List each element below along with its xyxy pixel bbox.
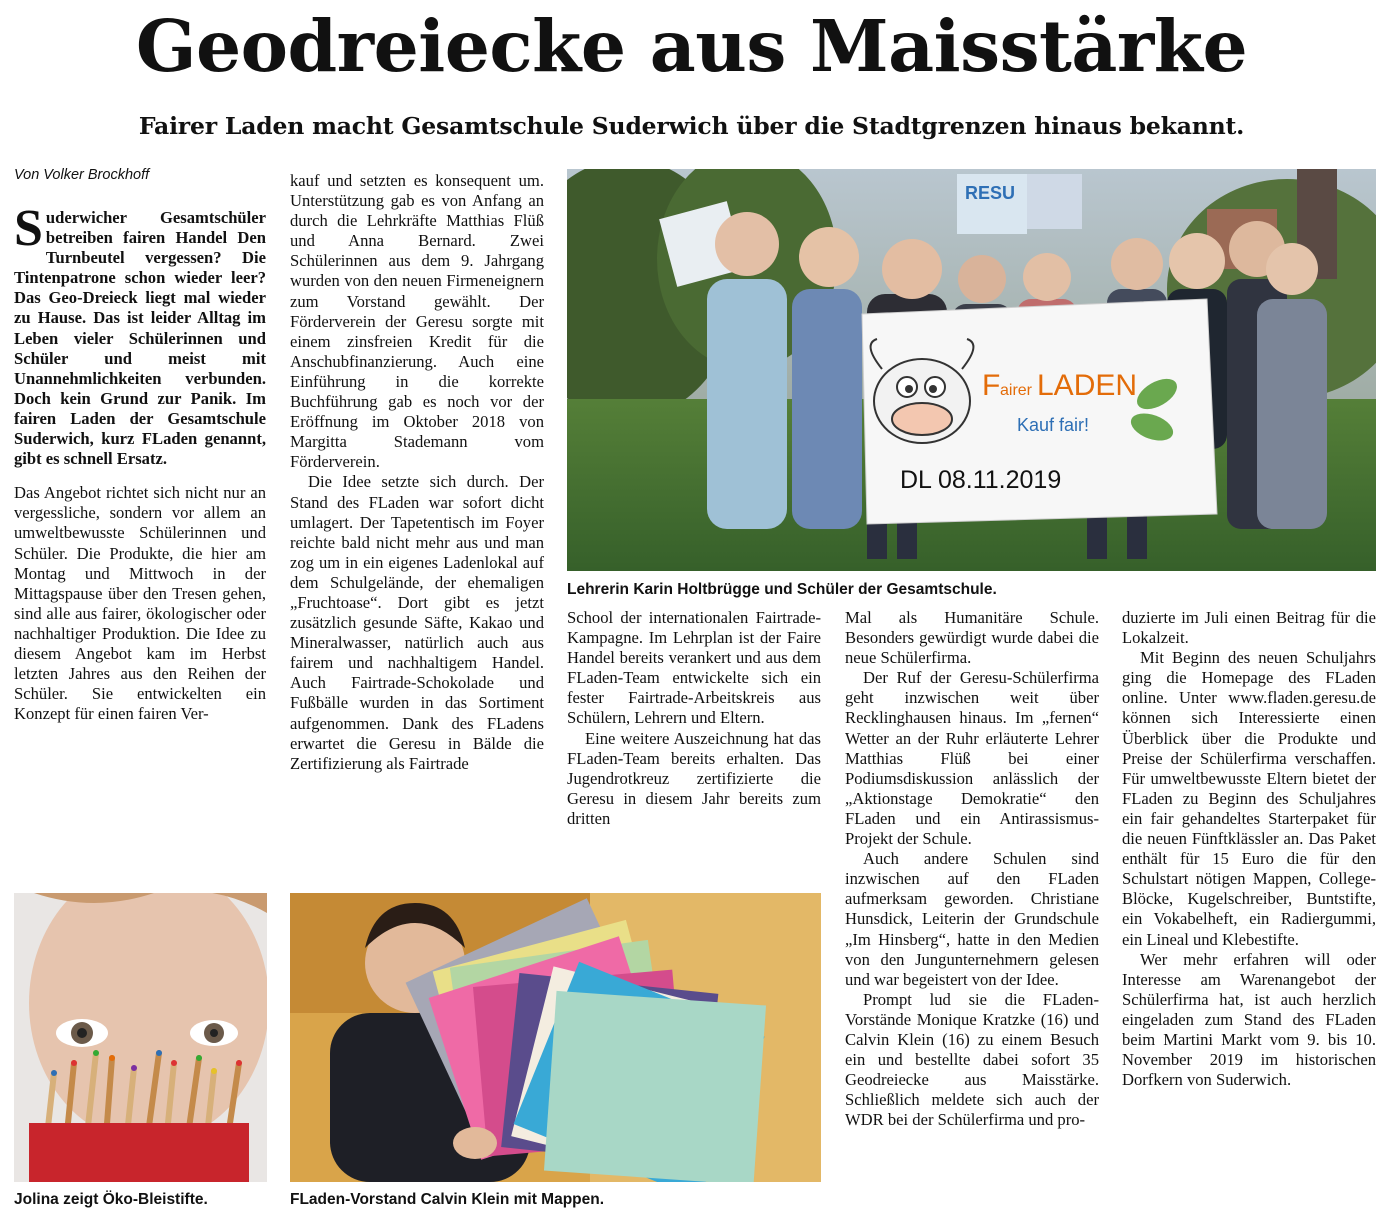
column-2 — [290, 171, 544, 774]
banner-logo-airer: airer — [1000, 382, 1033, 399]
date-stamp: DL 08.11.2019 — [900, 466, 1062, 494]
subheadline: Fairer Laden macht Gesamtschule Suderwich über die Stadtgrenzen hinaus bekannt. — [138, 112, 1245, 140]
paragraph: Wer mehr erfahren will oder Interesse am Warenangebot der Schülerfirma hat, ist auch herzlich eingeladen zum Stand des FLaden beim Martini Markt vom 9. bis 10. November 2019 im historischen Dorfkern von Suderwich. — [1122, 949, 1376, 1090]
paragraph: Das Angebot richtet sich nicht nur an vergessliche, sondern vor allem an umweltbewusste Schülerinnen und Schüler. Die Produkte, die hier am Montag und Mittwoch in der Mittagspause über den Tresen gehen, sind alle aus fairer, ökologischer oder nachhaltiger Produktion. Die Idee zu diesem Angebot kam im Herbst letzten Jahres aus den Reihen der Schüler. Sie entwickelten ein Konzept für einen fairen Ver- — [14, 483, 266, 724]
column-5 — [1122, 608, 1376, 1090]
group-photo-illustration — [567, 169, 1376, 571]
paragraph: Mit Beginn des neuen Schuljahrs ging die Homepage des FLaden online. Unter www.fladen.geresu.de können sich Interessierte einen Überblick über die Produkte und Preise der Schülerfirma verschaffen. Für umweltbewusste Eltern bietet der FLaden zu Beginn des Schuljahres ein fair gehandeltes Starterpaket für die neuen Fünftklässler an. Das Paket enthält für 15 Euro die für den Schulstart nötigen Mappen, College-Blöcke, Kugelschreiber, Buntstifte, ein Vokabelheft, ein Radiergummi, ein Lineal und Klebestifte. — [1122, 648, 1376, 949]
column-1 — [14, 200, 266, 724]
folders-illustration — [290, 893, 821, 1182]
lead-paragraph — [14, 200, 266, 469]
paragraph: Auch andere Schulen sind inzwischen auf den FLaden aufmerksam geworden. Christiane Hunsdick, Leiterin der Grundschule „Im Hinsberg“, hatte in den Medien von den Jungunternehmern gelesen und war begeistert von der Idee. — [845, 849, 1099, 989]
paragraph: Die Idee setzte sich durch. Der Stand des FLaden war sofort dicht umlagert. Der Tapetentisch im Foyer reichte bald nicht mehr aus und man zog um in ein eigenes Ladenlokal auf dem Schulgelände, der ehemaligen „Fruchtoase“. Dort gibt es jetzt zusätzlich gesunde Säfte, Kakao und Mineralwasser, natürlich auch aus fairem und nachhaltigem Handel. Auch Fairtrade-Schokolade und Fußbälle wurden in das Sortiment aufgenommen. Dank des FLadens erwartet die Geresu in Bälde die Zertifizierung als Fairtrade — [290, 472, 544, 773]
banner-logo-f: F — [982, 369, 1001, 402]
column-3 — [567, 608, 821, 829]
paragraph: duzierte im Juli einen Beitrag für die Lokalzeit. — [1122, 608, 1376, 648]
main-photo — [567, 169, 1376, 571]
paragraph: School der internationalen Fairtrade-Kampagne. Im Lehrplan ist der Faire Handel bereits verankert und aus dem FLaden-Team entwickelte sich ein fester Fairtrade-Arbeitskreis aus Schülern, Lehrern und Eltern. — [567, 608, 821, 728]
photo-folders-caption: FLaden-Vorstand Calvin Klein mit Mappen. — [290, 1191, 605, 1208]
photo-folders — [290, 893, 821, 1182]
byline: Von Volker Brockhoff — [14, 167, 150, 183]
headline: Geodreiecke aus Maisstärke — [135, 4, 1248, 88]
paragraph: kauf und setzten es konsequent um. Unterstützung gab es von Anfang an durch die Lehrkräfte Matthias Flüß und Anna Bernard. Zwei Schülerinnen aus dem 9. Jahrgang wurden von den neuen Firmeneignern zum Vorstand gewählt. Der Förderverein der Geresu sorgte mit einem zinsfreien Kredit für die Anschubfinanzierung. Auch eine Einführung in die korrekte Buchführung gab es noch vor der Eröffnung im Oktober 2018 von Margitta Stademann vom Förderverein. — [290, 171, 544, 472]
paragraph: Prompt lud sie die FLaden-Vorstände Monique Kratzke (16) und Calvin Klein (16) zu einem Besuch ein und bestellte dabei sofort 35 Geodreiecke aus Maisstärke. Schließlich meldete sich auch der WDR bei der Schülerfirma und pro- — [845, 989, 1099, 1130]
dropcap: S — [14, 200, 43, 257]
sign-text: RESU — [965, 183, 1016, 203]
photo-pencils-caption: Jolina zeigt Öko-Bleistifte. — [14, 1191, 208, 1208]
paragraph: Mal als Humanitäre Schule. Besonders gewürdigt wurde dabei die neue Schülerfirma. — [845, 608, 1099, 668]
main-photo-caption: Lehrerin Karin Holtbrügge und Schüler der Gesamtschule. — [567, 581, 997, 598]
paragraph: Eine weitere Auszeichnung hat das FLaden-Team bereits erhalten. Das Jugendrotkreuz zertifizierte die Geresu in diesem Jahr bereits zum dritten — [567, 728, 821, 828]
pencils-illustration — [14, 893, 267, 1182]
lead-text: uderwicher Gesamtschüler betreiben fairen Handel Den Turnbeutel vergessen? Die Tintenpatrone schon wieder leer? Das Geo-Dreieck liegt mal wieder zu Hause. Das ist leider Alltag im Leben vieler Schülerinnen und Schüler und meist mit Unannehmlichkeiten verbunden. Doch kein Grund zur Panik. Im fairen Laden der Gesamtschule Suderwich, kurz FLaden genannt, gibt es schnell Ersatz. — [14, 208, 266, 469]
paragraph: Der Ruf der Geresu-Schülerfirma geht inzwischen weit über Recklinghausen hinaus. Im „fernen“ Wetter an der Ruhr erläuterte Lehrer Matthias Flüß bei einer Podiumsdiskussion anlässlich der „Aktionstage Demokratie“ den FLaden und ein Antirassismus-Projekt der Schule. — [845, 668, 1099, 849]
banner-logo-laden: LADEN — [1037, 369, 1138, 402]
photo-pencils — [14, 893, 267, 1182]
banner-slogan: Kauf fair! — [1017, 415, 1090, 435]
column-4 — [845, 608, 1099, 1130]
